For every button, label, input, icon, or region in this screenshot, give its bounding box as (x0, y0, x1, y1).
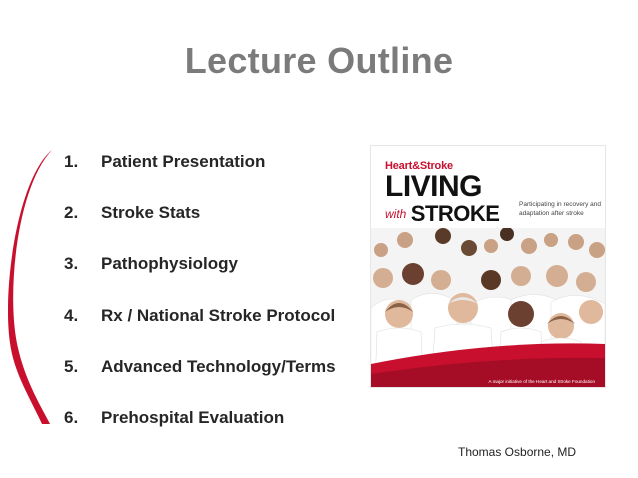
cover-brand-top: Heart&Stroke (385, 160, 453, 172)
red-bracket-decoration (8, 148, 58, 428)
slide-title: Lecture Outline (184, 40, 454, 81)
outline-item (64, 306, 336, 357)
cover-living: LIVING (385, 170, 483, 203)
cover-brand (385, 160, 499, 227)
outline-item-number: 6. (64, 407, 79, 427)
cover-with: with (385, 207, 407, 221)
outline-item (64, 254, 336, 305)
cover-tagline: Participating in recovery and adaptation after stroke (519, 201, 602, 217)
outline-item-text: Patient Presentation (101, 152, 266, 171)
outline-item-number: 2. (64, 203, 79, 223)
outline-item-number: 5. (64, 356, 79, 376)
outline-item-number: 3. (64, 254, 79, 274)
group-photo (371, 228, 605, 387)
outline-item (64, 152, 336, 203)
outline-item-text: Stroke Stats (101, 203, 201, 223)
outline-item-text: Prehospital Evaluation (101, 407, 285, 427)
outline-item-text: Rx / National Stroke Protocol (101, 305, 336, 325)
outline-item-text: Advanced Technology/Terms (101, 356, 336, 376)
cover-footer-text: A major initiative of the Heart and Stroke Foundation (488, 379, 595, 384)
author-credit: Thomas Osborne, MD (458, 445, 577, 459)
outline-item (64, 408, 336, 459)
cover-stroke: STROKE (410, 201, 500, 226)
outline-item-number: 1. (64, 152, 79, 171)
outline-item (64, 357, 336, 408)
book-cover-image (371, 146, 605, 387)
outline-item-number: 4. (64, 305, 79, 325)
outline-list (64, 152, 336, 459)
outline-item (64, 203, 336, 254)
outline-item-text: Pathophysiology (101, 254, 238, 274)
